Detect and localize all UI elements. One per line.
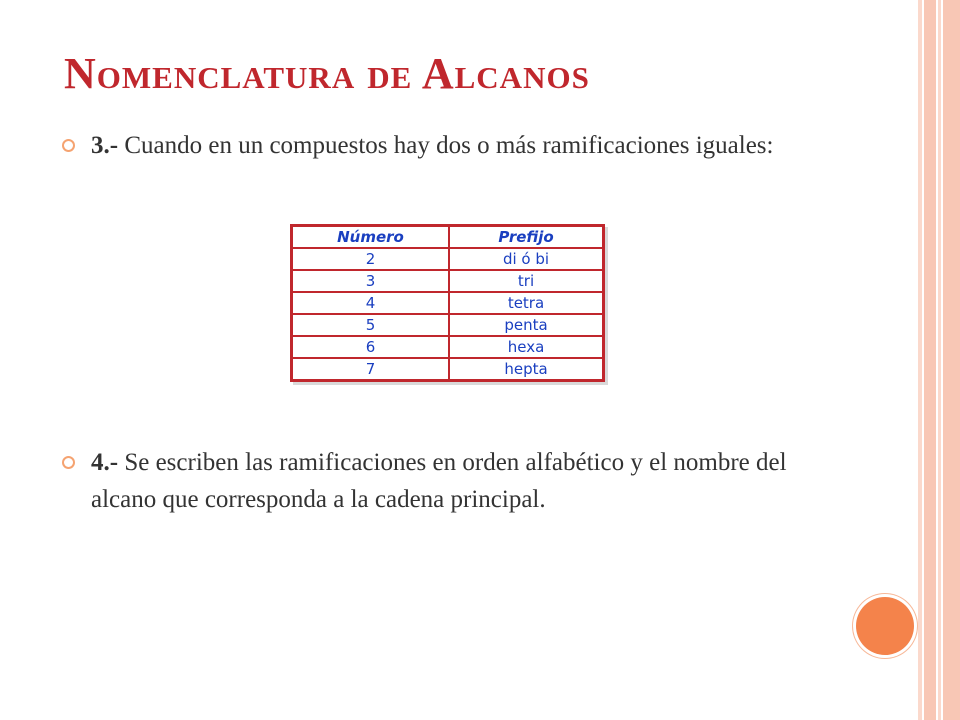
bullet-text [91, 444, 822, 518]
table-cell-prefix: di ó bi [449, 248, 604, 270]
bullet-body: Cuando en un compuestos hay dos o más ramificaciones iguales: [124, 132, 774, 159]
bullet-number: 4.- [91, 449, 119, 476]
table-cell-number: 5 [292, 314, 450, 336]
column-header-prefijo: Prefijo [449, 226, 604, 249]
bullet-text [91, 127, 822, 164]
table-cell-prefix: tri [449, 270, 604, 292]
table-cell-number: 6 [292, 336, 450, 358]
bullet-circle-icon [62, 139, 75, 152]
table-header-row [292, 226, 604, 249]
table-cell-prefix: penta [449, 314, 604, 336]
table-cell-number: 3 [292, 270, 450, 292]
column-header-numero: Número [292, 226, 450, 249]
slide-title: Nomenclatura de Alcanos [64, 49, 590, 98]
decorative-stripes [918, 0, 960, 720]
stripe [924, 0, 936, 720]
table-cell-prefix: hexa [449, 336, 604, 358]
table-row [292, 314, 604, 336]
stripe [943, 0, 960, 720]
table-cell-number: 2 [292, 248, 450, 270]
table-cell-prefix: hepta [449, 358, 604, 381]
bullet-item-3 [62, 127, 822, 164]
table-row [292, 270, 604, 292]
prefix-table [290, 224, 605, 382]
stripe [918, 0, 922, 720]
table-cell-number: 7 [292, 358, 450, 381]
table-row [292, 358, 604, 381]
bullet-item-4 [62, 444, 822, 518]
decorative-circle [856, 597, 914, 655]
table-row [292, 248, 604, 270]
table-row [292, 292, 604, 314]
stripe [938, 0, 941, 720]
bullet-number: 3.- [91, 132, 119, 159]
bullet-body: Se escriben las ramificaciones en orden alfabético y el nombre del alcano que corresponda a la cadena principal. [91, 449, 787, 513]
table-cell-prefix: tetra [449, 292, 604, 314]
table-row [292, 336, 604, 358]
bullet-circle-icon [62, 456, 75, 469]
table-cell-number: 4 [292, 292, 450, 314]
